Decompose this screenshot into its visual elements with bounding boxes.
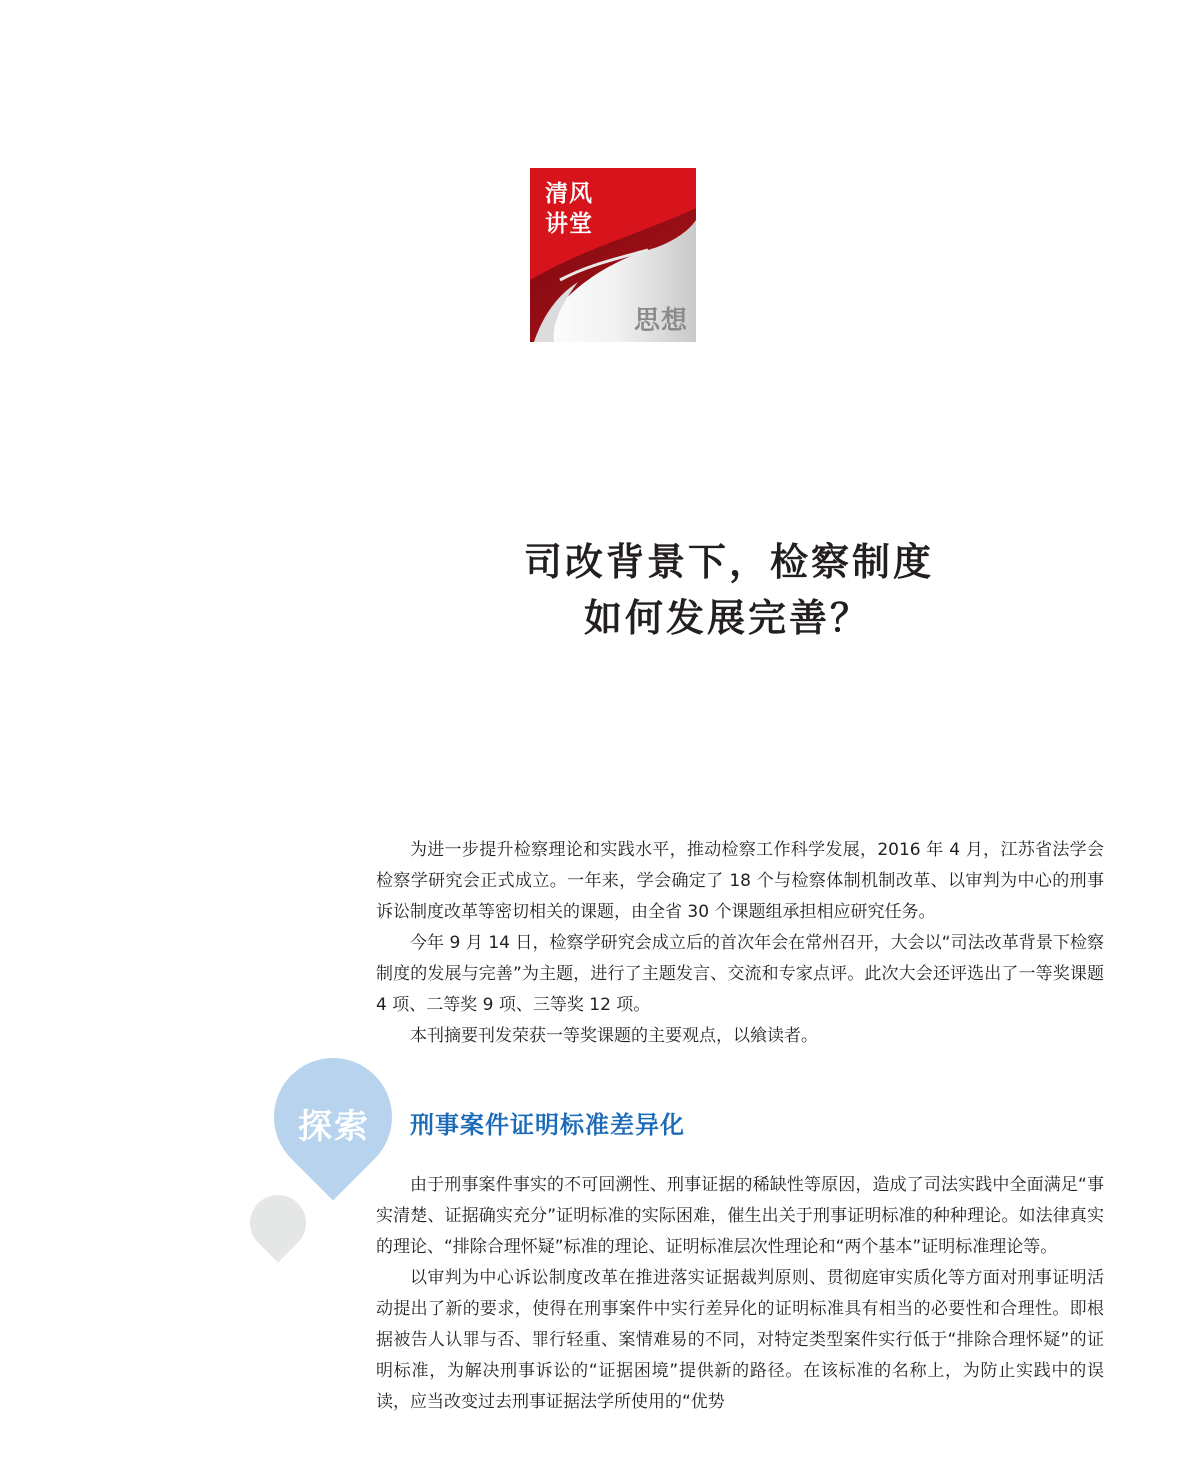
logo-text-line-1: 清风 xyxy=(545,181,593,207)
intro-text xyxy=(376,835,1104,1052)
body-paragraph: 以审判为中心诉讼制度改革在推进落实证据裁判原则、贯彻庭审实质化等方面对刑事证明活动提出了新的要求，使得在刑事案件中实行差异化的证明标准具有相当的必要性和合理性。即根据被告人认罪与否、罪行轻重、案情难易的不同，对特定类型案件实行低于“排除合理怀疑”的证明标准，为解决刑事诉讼的“证据困境”提供新的路径。在该标准的名称上，为防止实践中的误读，应当改变过去刑事证据法学所使用的“优势 xyxy=(376,1268,1104,1412)
article-title-line-2: 如何发展完善？ xyxy=(584,595,872,640)
intro-paragraph: 今年 9 月 14 日，检察学研究会成立后的首次年会在常州召开，大会以“司法改革背景下检察制度的发展与完善”为主题，进行了主题发言、交流和专家点评。此次大会还评选出了一等奖课题 4 项、二等奖 9 项、三等奖 12 项。 xyxy=(376,933,1104,1015)
logo-subtitle: 思想 xyxy=(633,306,688,336)
column-logo xyxy=(530,168,696,342)
decorative-gray-bubble xyxy=(238,1183,317,1262)
article-title-line-1: 司改背景下，检察制度 xyxy=(524,539,935,584)
intro-paragraph: 本刊摘要刊发荣获一等奖课题的主要观点，以飨读者。 xyxy=(410,1026,818,1046)
logo-text-line-2: 讲堂 xyxy=(545,211,593,237)
section-body xyxy=(376,1170,1104,1418)
section-badge-text: 探索 xyxy=(298,1107,370,1147)
section-title: 刑事案件证明标准差异化 xyxy=(410,1111,685,1139)
body-paragraph: 由于刑事案件事实的不可回溯性、刑事证据的稀缺性等原因，造成了司法实践中全面满足“事实清楚、证据确实充分”证明标准的实际困难，催生出关于刑事证明标准的种种理论。如法律真实的理论、“排除合理怀疑”标准的理论、证明标准层次性理论和“两个基本”证明标准理论等。 xyxy=(376,1175,1104,1257)
intro-paragraph: 为进一步提升检察理论和实践水平，推动检察工作科学发展，2016 年 4 月，江苏省法学会检察学研究会正式成立。一年来，学会确定了 18 个与检察体制机制改革、以审判为中心的刑事诉讼制度改革等密切相关的课题，由全省 30 个课题组承担相应研究任务。 xyxy=(376,840,1104,922)
